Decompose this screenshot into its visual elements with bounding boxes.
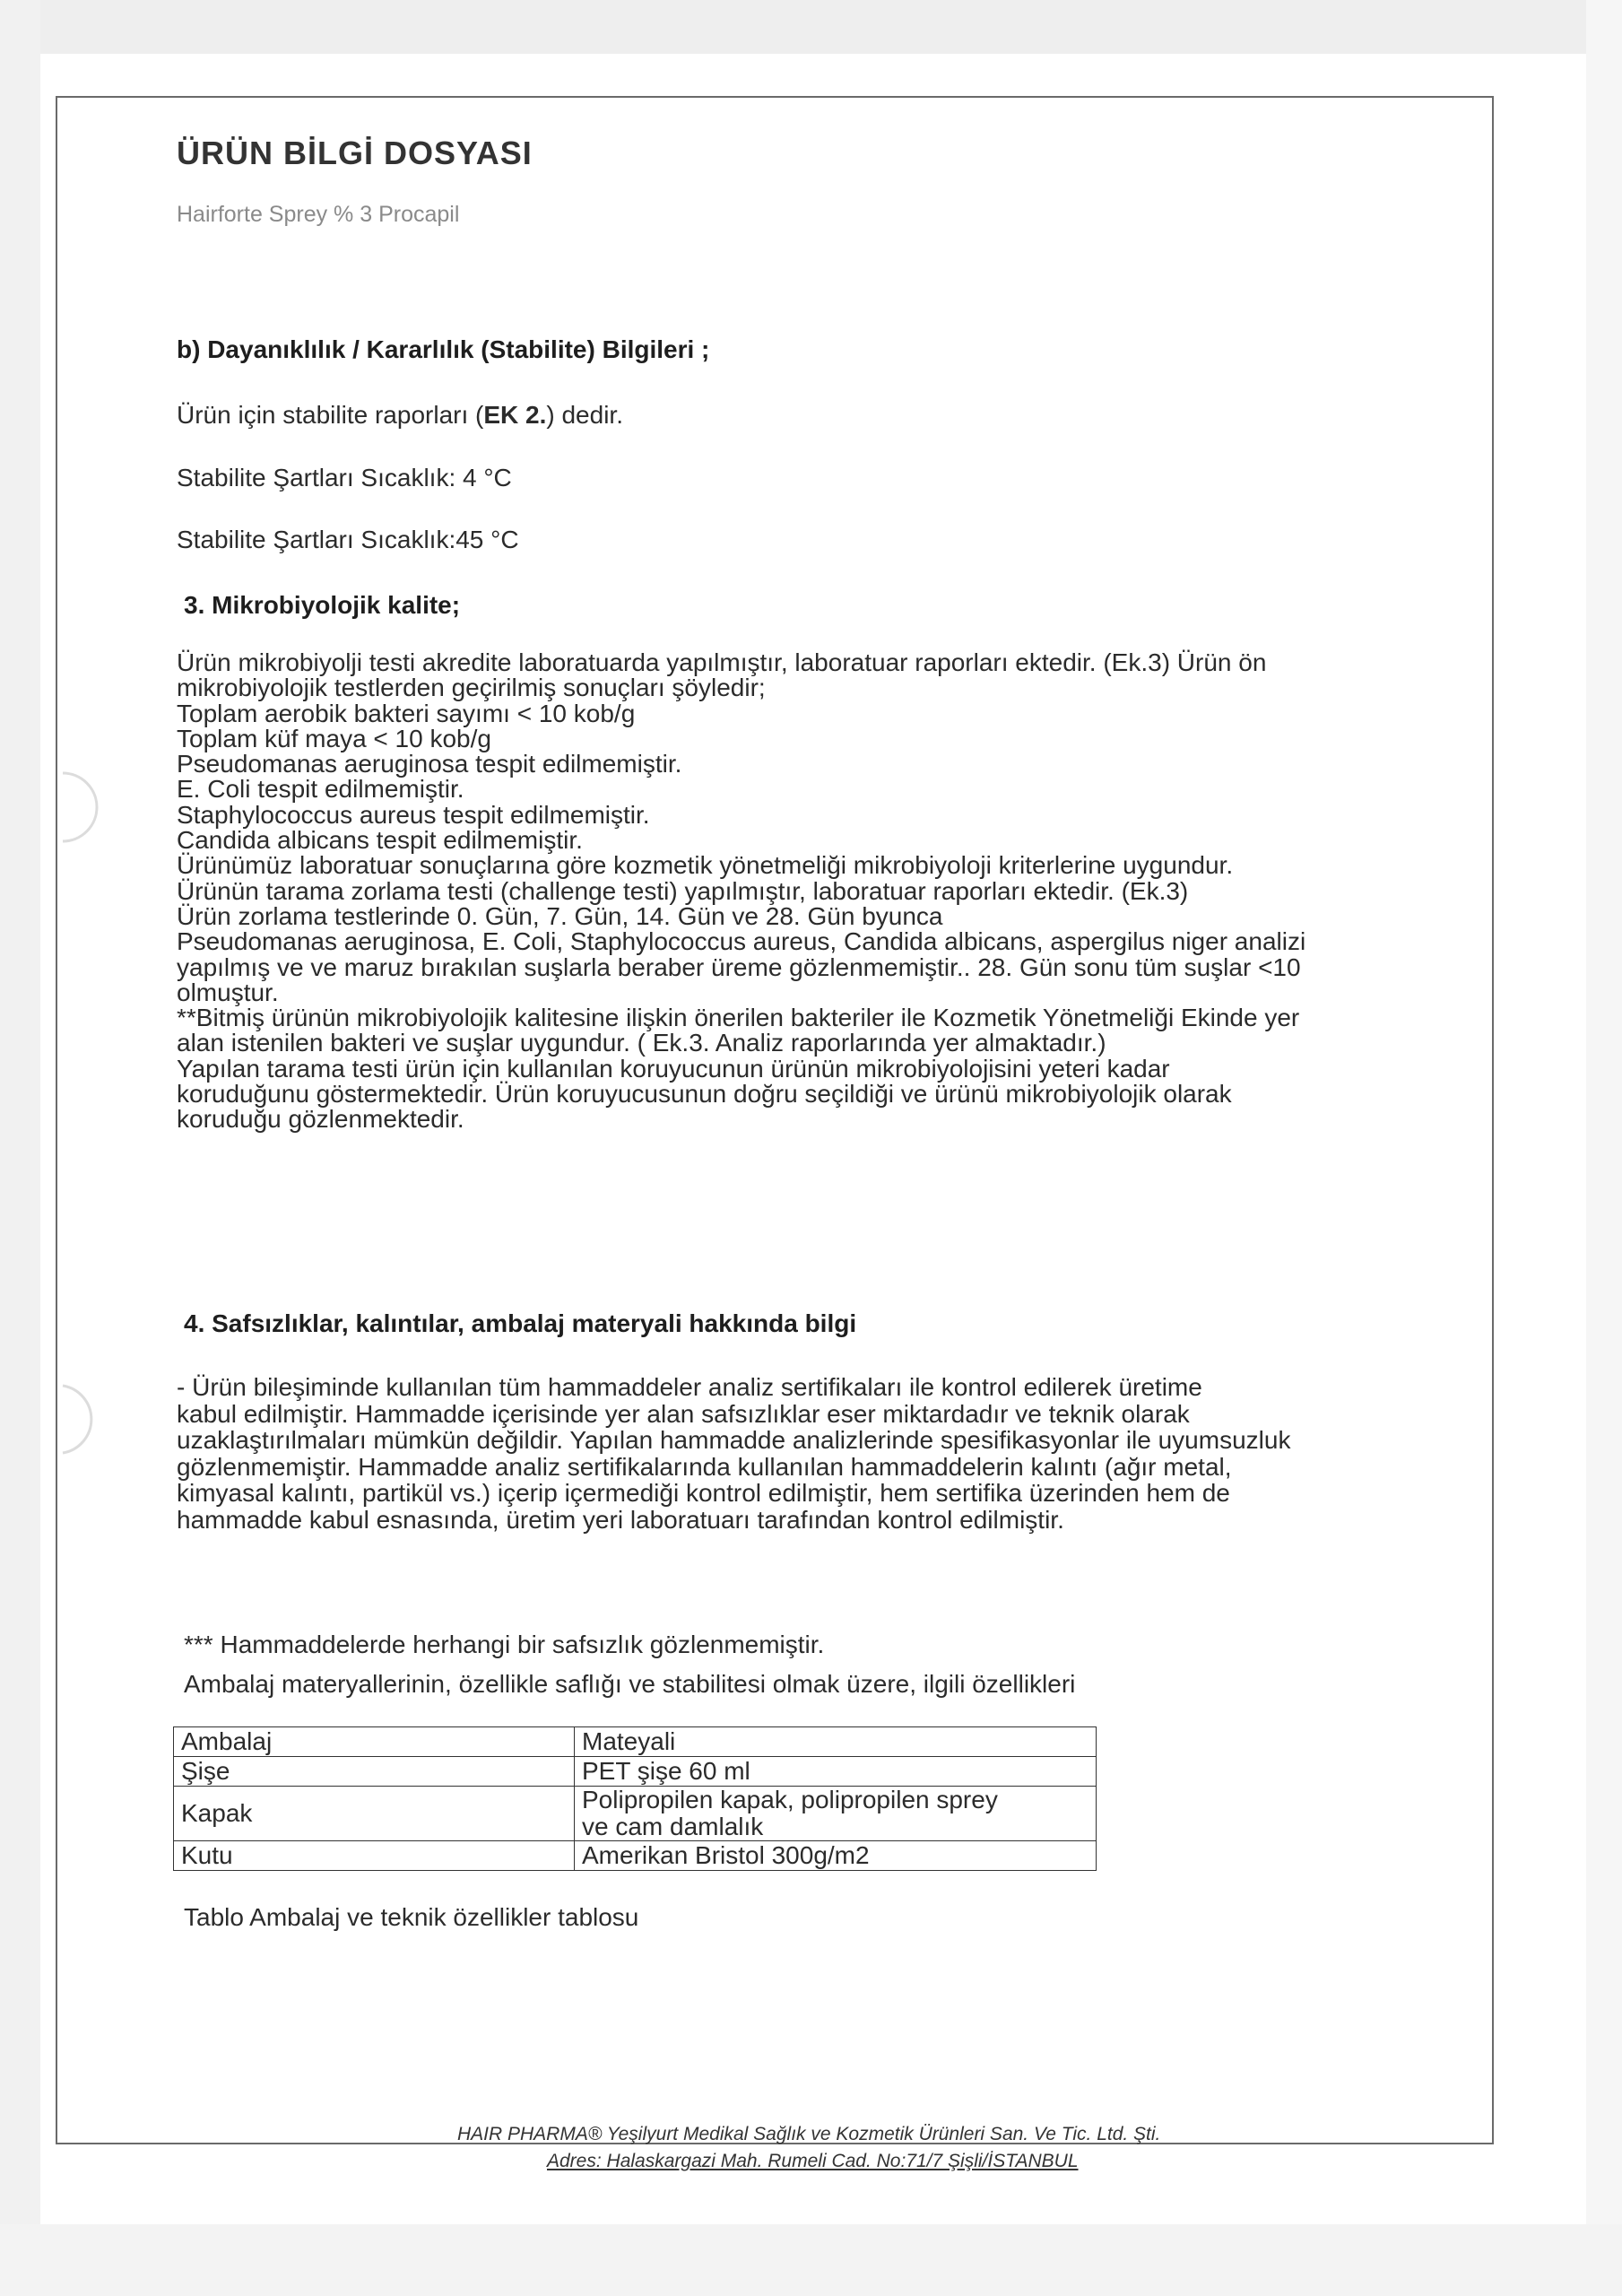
table-cell: Kutu [174, 1841, 575, 1871]
micro-line: Toplam aerobik bakteri sayımı < 10 kob/g [177, 699, 636, 727]
microbiology-heading: 3. Mikrobiyolojik kalite; [184, 591, 461, 619]
micro-line: mikrobiyolojik testlerden geçirilmiş sonuçları şöyledir; [177, 674, 766, 702]
table-row [174, 1787, 1097, 1841]
micro-line: Pseudomanas aeruginosa tespit edilmemiştir. [177, 750, 682, 778]
microbiology-paragraph [177, 650, 1459, 1133]
micro-line: olmuştur. [177, 978, 279, 1006]
micro-line: alan istenilen bakteri ve suşlar uygundur. ( Ek.3. Analiz raporlarında yer almaktadır.) [177, 1029, 1106, 1057]
table-cell: Kapak [174, 1787, 575, 1841]
micro-line: **Bitmiş ürünün mikrobiyolojik kalitesine ilişkin önerilen bakteriler ile Kozmetik Yönetmeliği Ekinde yer [177, 1004, 1300, 1032]
product-subtitle: Hairforte Sprey % 3 Procapil [177, 202, 460, 227]
table-row [174, 1757, 1097, 1787]
stability-condition-2: Stabilite Şartları Sıcaklık:45 °C [177, 526, 519, 553]
report-ref: EK 2. [483, 401, 547, 429]
table-caption: Tablo Ambalaj ve teknik özellikler tablosu [184, 1903, 639, 1931]
micro-line: E. Coli tespit edilmemiştir. [177, 775, 464, 804]
table-cell-line: ve cam damlalık [582, 1813, 764, 1840]
table-cell: PET şişe 60 ml [575, 1757, 1097, 1787]
impurity-line: kimyasal kalıntı, partikül vs.) içerip içermediği kontrol edilmiştir, hem sertifika üzerinden hem de [177, 1479, 1230, 1507]
micro-line: Candida albicans tespit edilmemiştir. [177, 826, 583, 855]
packaging-intro: Ambalaj materyallerinin, özellikle saflığı ve stabilitesi olmak üzere, ilgili özellikleri [184, 1670, 1076, 1698]
table-row [174, 1727, 1097, 1757]
packaging-table [173, 1726, 1097, 1871]
table-cell [575, 1787, 1097, 1841]
impurity-line: hammadde kabul esnasında, üretim yeri laboratuarı tarafından kontrol edilmiştir. [177, 1505, 1064, 1534]
impurity-line: - Ürün bileşiminde kullanılan tüm hammaddeler analiz sertifikaları ile kontrol edilerek üretime [177, 1373, 1202, 1401]
footer-company: HAIR PHARMA® Yeşilyurt Medikal Sağlık ve Kozmetik Ürünleri San. Ve Tic. Ltd. Şti. [457, 2124, 1161, 2144]
micro-line: yapılmış ve ve maruz bırakılan suşlarla beraber üreme gözlenmemiştir.. 28. Gün sonu tüm suşlar <10 [177, 952, 1301, 981]
micro-line: Ürün mikrobiyolji testi akredite laboratuarda yapılmıştır, laboratuar raporları ektedir. (Ek.3) Ürün ön [177, 648, 1267, 676]
micro-line: Ürünümüz laboratuar sonuçlarına göre kozmetik yönetmeliği mikrobiyoloji kriterlerine uygundur. [177, 851, 1234, 880]
table-cell: Amerikan Bristol 300g/m2 [575, 1841, 1097, 1871]
impurities-heading: 4. Safsızlıklar, kalıntılar, ambalaj materyali hakkında bilgi [184, 1309, 857, 1337]
micro-line: koruduğu gözlenmektedir. [177, 1105, 464, 1134]
impurity-line: uzaklaştırılmaları mümkün değildir. Yapılan hammadde analizlerinde spesifikasyonlar ile uyumsuzluk [177, 1426, 1291, 1454]
footer-address: Adres: Halaskargazi Mah. Rumeli Cad. No:71/7 Şişli/İSTANBUL [547, 2151, 1079, 2171]
impurities-paragraph [177, 1374, 1459, 1533]
table-row [174, 1841, 1097, 1871]
micro-line: Pseudomanas aeruginosa, E. Coli, Staphylococcus aureus, Candida albicans, aspergilus niger analizi [177, 927, 1306, 956]
micro-line: Yapılan tarama testi ürün için kullanılan koruyucunun ürünün mikrobiyolojisini yeteri kadar [177, 1054, 1170, 1083]
micro-line: koruduğunu göstermektedir. Ürün koruyucusunun doğru seçildiği ve ürünü mikrobiyolojik olarak [177, 1080, 1232, 1109]
impurity-line: gözlenmemiştir. Hammadde analiz sertifikalarında kullanılan hammaddelerin kalıntı (ağır metal, [177, 1452, 1232, 1481]
micro-line: Toplam küf maya < 10 kob/g [177, 724, 491, 752]
stability-heading: b) Dayanıklılık / Kararlılık (Stabilite) Bilgileri ; [177, 335, 710, 363]
table-cell: Şişe [174, 1757, 575, 1787]
stability-report-line [177, 401, 623, 430]
micro-line: Ürünün tarama zorlama testi (challenge testi) yapılmıştır, laboratuar raporları ektedir. (Ek.3) [177, 876, 1189, 905]
micro-line: Staphylococcus aureus tespit edilmemiştir. [177, 800, 650, 829]
impurity-note: *** Hammaddelerde herhangi bir safsızlık gözlenmemiştir. [184, 1631, 825, 1658]
table-cell-line: Polipropilen kapak, polipropilen sprey [582, 1786, 998, 1813]
document-title: ÜRÜN BİLGİ DOSYASI [177, 135, 533, 171]
report-prefix: Ürün için stabilite raporları ( [177, 401, 484, 429]
micro-line: Ürün zorlama testlerinde 0. Gün, 7. Gün, 14. Gün ve 28. Gün byunca [177, 901, 943, 930]
report-suffix: ) dedir. [546, 401, 623, 429]
impurity-line: kabul edilmiştir. Hammadde içerisinde yer alan safsızlıklar eser miktardadır ve teknik olarak [177, 1399, 1190, 1428]
table-cell: Mateyali [575, 1727, 1097, 1757]
table-cell: Ambalaj [174, 1727, 575, 1757]
stability-condition-1: Stabilite Şartları Sıcaklık: 4 °C [177, 464, 512, 491]
